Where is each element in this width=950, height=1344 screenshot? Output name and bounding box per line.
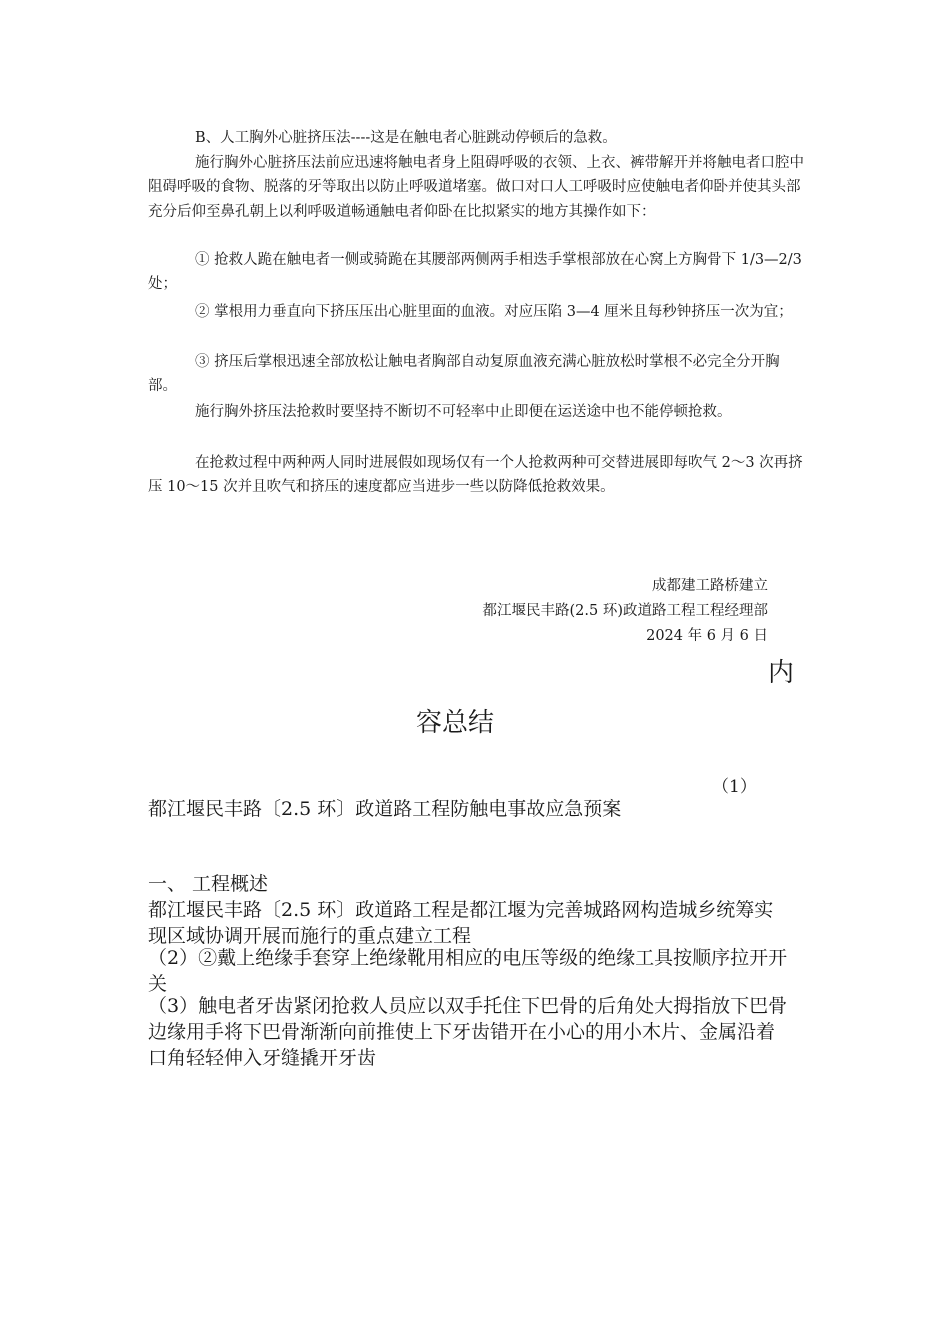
paragraph-alternation: 在抢救过程中两种两人同时进展假如现场仅有一个人抢救两种可交替进展即每吹气 2～3 次再挤压 10～15 次并且吹气和挤压的速度都应当进步一些以防降低抢救效果。 <box>148 455 803 496</box>
step-1: ① 抢救人跪在触电者一侧或骑跪在其腰部两侧两手相迭手掌根部放在心窝上方胸骨下 1/3—2/3 处； <box>148 252 802 293</box>
signature-department: 都江堰民丰路(2.5 环)政道路工程工程经理部 <box>482 603 768 619</box>
paragraph-persistence: 施行胸外挤压法抢救时要坚持不断切不可轻率中止即便在运送途中也不能停顿抢救。 <box>195 404 732 420</box>
item-3-text: （3）触电者牙齿紧闭抢救人员应以双手托住下巴骨的后角处大拇指放下巴骨边缘用手将下巴骨渐渐向前推使上下牙齿错开在小心的用小木片、金属沿着口角轻轻伸入牙缝撬开牙齿 <box>148 995 788 1069</box>
step-2: ② 掌根用力垂直向下挤压压出心脏里面的血液。对应压陷 3—4 厘米且每秒钟挤压一次为宜； <box>195 304 793 320</box>
paragraph-preparation: 施行胸外心脏挤压法前应迅速将触电者身上阻碍呼吸的衣领、上衣、裤带解开并将触电者口腔中阻碍呼吸的食物、脱落的牙等取出以防止呼吸道堵塞。做口对口人工呼吸时应使触电者仰卧并使其头部充分后仰至鼻孔朝上以利呼吸道畅通触电者仰卧在比拟紧实的地方其操作如下： <box>148 155 804 220</box>
plan-title: 都江堰民丰路〔2.5 环〕政道路工程防触电事故应急预案 <box>148 798 622 820</box>
overview-text: 都江堰民丰路〔2.5 环〕政道路工程是都江堰为完善城路网构造城乡统筹实现区域协调开展而施行的重点建立工程 <box>148 899 774 947</box>
signature-company: 成都建工路桥建立 <box>652 578 768 594</box>
section-one-heading: 一、 工程概述 <box>148 873 269 895</box>
signature-date: 2024 年 6 月 6 日 <box>646 628 768 644</box>
item-2-text: （2）②戴上绝缘手套穿上绝缘靴用相应的电压等级的绝缘工具按顺序拉开开关 <box>148 947 788 995</box>
item-number: （1） <box>712 777 757 797</box>
summary-title-part2: 容总结 <box>416 708 495 738</box>
step-3: ③ 挤压后掌根迅速全部放松让触电者胸部自动复原血液充满心脏放松时掌根不必完全分开胸部。 <box>148 354 780 395</box>
section-heading-b: B、人工胸外心脏挤压法----这是在触电者心脏跳动停顿后的急救。 <box>195 130 617 146</box>
summary-title-part1: 内 <box>768 658 795 688</box>
